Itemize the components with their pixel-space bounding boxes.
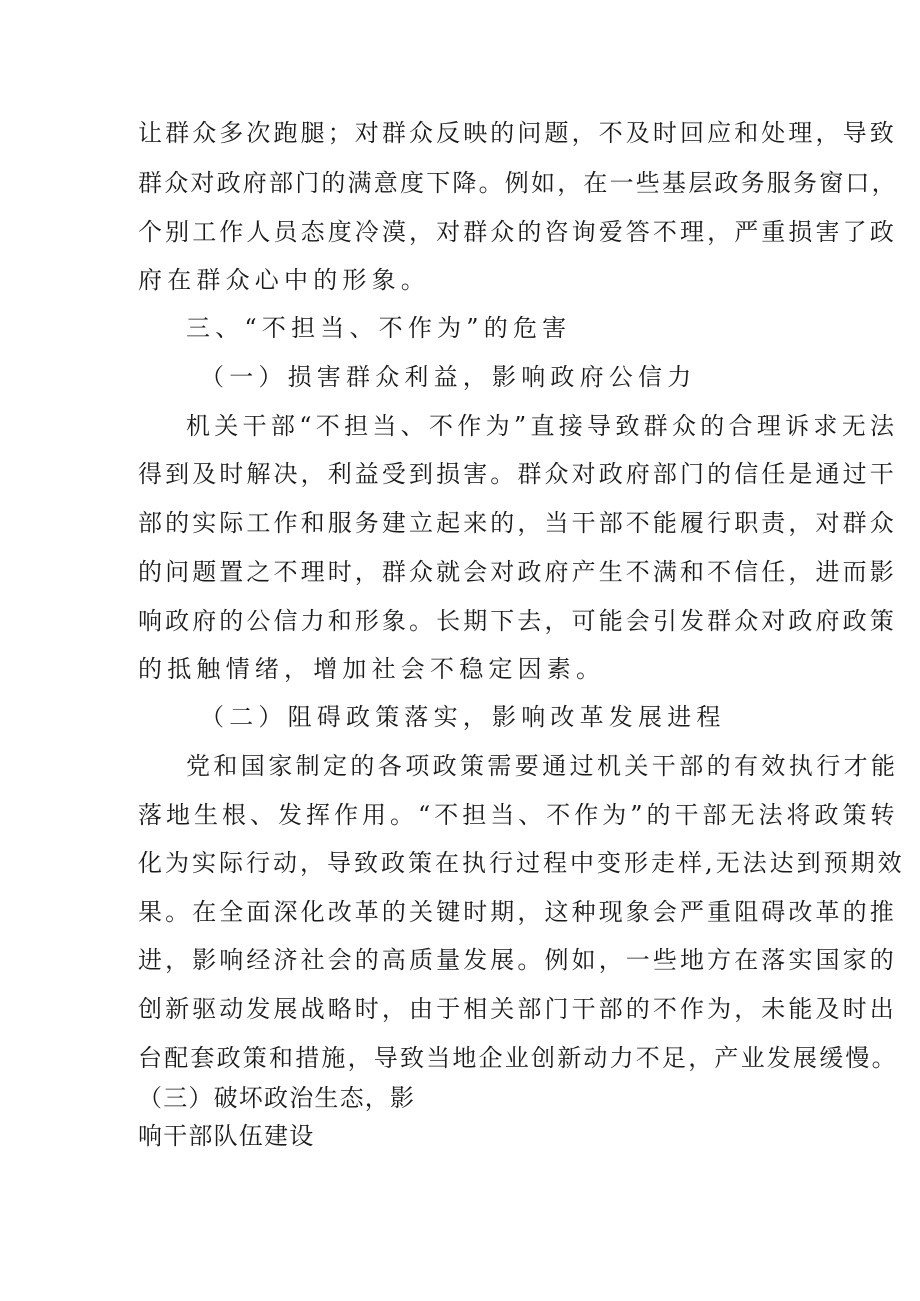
paragraph-line: 个别工作人员态度冷漠，对群众的咨询爱答不理，严重损害了政 bbox=[138, 218, 897, 246]
paragraph-line: 落地生根、发挥作用。“不担当、不作为”的干部无法将政策转 bbox=[138, 801, 899, 829]
paragraph-line: 府在群众心中的形象。 bbox=[138, 266, 430, 294]
paragraph-line: 创新驱动发展战略时，由于相关部门干部的不作为，未能及时出 bbox=[138, 995, 897, 1023]
subsection-heading: （二）阻碍政策落实，影响改革发展进程 bbox=[200, 703, 726, 731]
section-heading: 三、“不担当、不作为”的危害 bbox=[186, 314, 572, 342]
paragraph-line: 让群众多次跑腿；对群众反映的问题，不及时回应和处理，导致 bbox=[138, 119, 897, 147]
paragraph-line: 的抵触情绪，增加社会不稳定因素。 bbox=[138, 655, 606, 683]
paragraph-line: 台配套政策和措施，导致当地企业创新动力不足，产业发展缓慢。 bbox=[138, 1044, 898, 1072]
paragraph-line: 群众对政府部门的满意度下降。例如，在一些基层政务服务窗口， bbox=[138, 169, 898, 197]
paragraph-line: 进，影响经济社会的高质量发展。例如，一些地方在落实国家的 bbox=[138, 946, 897, 974]
paragraph-line: 果。在全面深化改革的关键时期，这种现象会严重阻碍改革的推 bbox=[138, 898, 897, 926]
paragraph-line: 党和国家制定的各项政策需要通过机关干部的有效执行才能 bbox=[186, 752, 899, 780]
paragraph-line: 响政府的公信力和形象。长期下去，可能会引发群众对政府政策 bbox=[138, 607, 897, 635]
subsection-heading: （一）损害群众利益，影响政府公信力 bbox=[200, 363, 697, 391]
paragraph-line: 机关干部“不担当、不作为”直接导致群众的合理诉求无法 bbox=[186, 412, 899, 440]
paragraph-line: 的问题置之不理时，群众就会对政府产生不满和不信任，进而影 bbox=[138, 558, 897, 586]
subsection-heading-part: （三）破坏政治生态，影 bbox=[138, 1084, 416, 1112]
subsection-heading-part: 响干部队伍建设 bbox=[138, 1122, 315, 1150]
paragraph-line: 部的实际工作和服务建立起来的，当干部不能履行职责，对群众 bbox=[138, 509, 897, 537]
paragraph-line: 化为实际行动，导致政策在执行过程中变形走样,无法达到预期效 bbox=[138, 849, 905, 877]
paragraph-line: 得到及时解决，利益受到损害。群众对政府部门的信任是通过干 bbox=[138, 460, 897, 488]
